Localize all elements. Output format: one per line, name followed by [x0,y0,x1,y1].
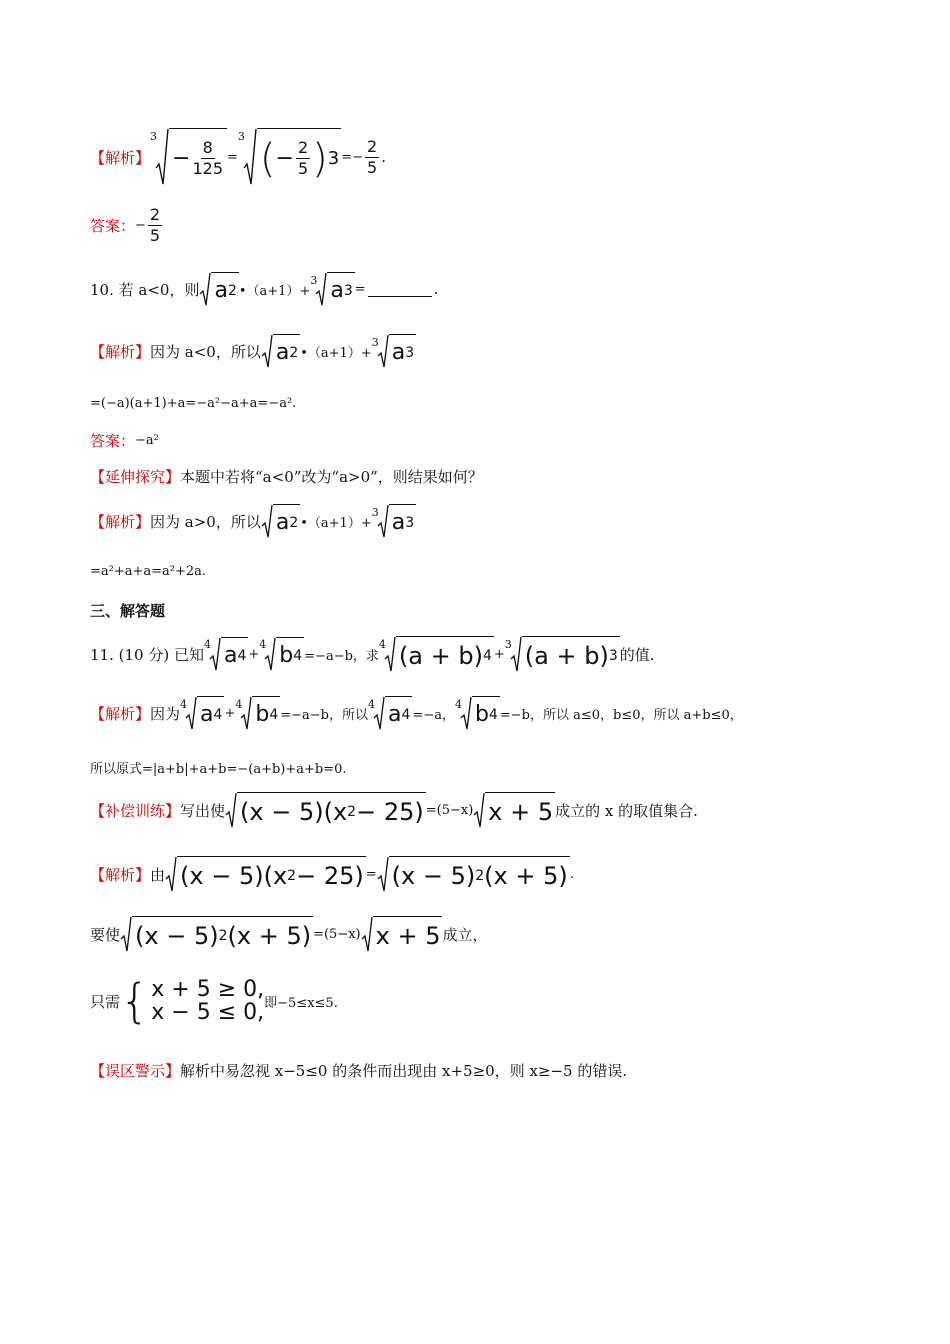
answer-10-line: 答案： −a² [90,432,159,450]
cube-root-fraction [155,128,227,186]
solution-11-line2: 所以原式=|a+b|+a+b=−(a+b)+a+b=0. [90,762,347,777]
answer-tag: 答案： [90,432,136,450]
result-fraction: $\frac{2}{5}$ [367,136,378,177]
training-solution: 【解析】 由 (x − 5)(x 2 − 25) = (x − 5) 2 (x + 5) . [90,856,574,892]
root-index: 3 [237,130,245,143]
inequality-system: x + 5 ≥ 0, x − 5 ≤ 0, [151,977,265,1025]
equals-minus: =− [341,149,363,165]
training-system: 只需 { x + 5 ≥ 0, x − 5 ≤ 0, 即−5≤x≤5. [90,974,338,1028]
question-11: 11. (10 分) 已知 4 a 4 + 4 b 4 =−a−b，求 4 (a + b) 4 + 3 (a + b) 3 的值. [90,636,655,672]
answer-fraction: $\frac{2}{5}$ [149,205,161,245]
root-index: 3 [150,130,158,143]
extension-line2: =a²+a+a=a²+2a. [90,564,207,579]
cube-root-power: ( − $\frac{2}{5}$ ) 3 [243,128,341,186]
question-10: 10. 若 a<0，则 a 2 •（a+1）+ 3 a 3 = . [90,272,438,306]
sqrt-a-squared: a 2 [199,272,238,306]
minus-sign: − [172,146,191,171]
warning-line: 【误区警示】 解析中易忽视 x−5≤0 的条件而出现由 x+5≥0，则 x≥−5 的错误. [90,1062,628,1080]
brace-icon: { [120,974,150,1028]
warning-tag: 【误区警示】 [90,1062,181,1080]
minus-sign: − [275,146,294,171]
question-10-prefix: 10. 若 a<0，则 [90,280,200,299]
fraction: $\frac{2}{5}$ [297,138,309,178]
answer-blank [368,282,432,297]
solution-10-line2: =(−a)(a+1)+a=−a²−a+a=−a². [90,396,297,411]
extension-tag: 【延伸探究】 [90,468,181,486]
extension-question: 【延伸探究】 本题中若将“a<0”改为“a>0”，则结果如何？ [90,468,483,486]
analysis-tag: 【解析】 [90,512,151,531]
analysis-tag: 【解析】 [90,148,151,167]
extension-solution: 【解析】 因为 a>0，所以 a 2 •（a+1）+ 3 a 3 [90,504,416,538]
training-tag: 【补偿训练】 [90,801,181,820]
training-condition: 要使 (x − 5) 2 (x + 5) =(5−x) x + 5 成立， [90,916,487,952]
answer-9-line: 答案： − $\frac{2}{5}$ [90,205,161,245]
answer-tag: 答案： [90,217,136,235]
solution-11-line: 【解析】 因为 4 a 4 + 4 b 4 =−a−b，所以 4 a 4 =−a， 4 b 4 =−b，所以 a≤0，b≤0，所以 a+b≤0， [90,696,743,730]
cbrt-a-cubed: a 3 [315,272,354,306]
solution-9-line: 【解析】 3 − $\frac{8}{125}$ = 3 ( − $\frac{2}{5}$ ) 3 =− $\frac{2}{5}$ . [90,128,386,186]
analysis-tag: 【解析】 [90,865,151,884]
analysis-tag: 【解析】 [90,342,151,361]
training-question: 【补偿训练】 写出使 (x − 5)(x 2 − 25) =(5−x) x + 5 成立的 x 的取值集合. [90,792,698,828]
analysis-tag: 【解析】 [90,704,151,723]
equals: = [227,149,238,165]
solution-10-line: 【解析】 因为 a<0，所以 a 2 •（a+1）+ 3 a 3 [90,334,416,368]
fraction: $\frac{8}{125}$ [192,138,223,178]
section-heading: 三、解答题 [90,602,166,620]
